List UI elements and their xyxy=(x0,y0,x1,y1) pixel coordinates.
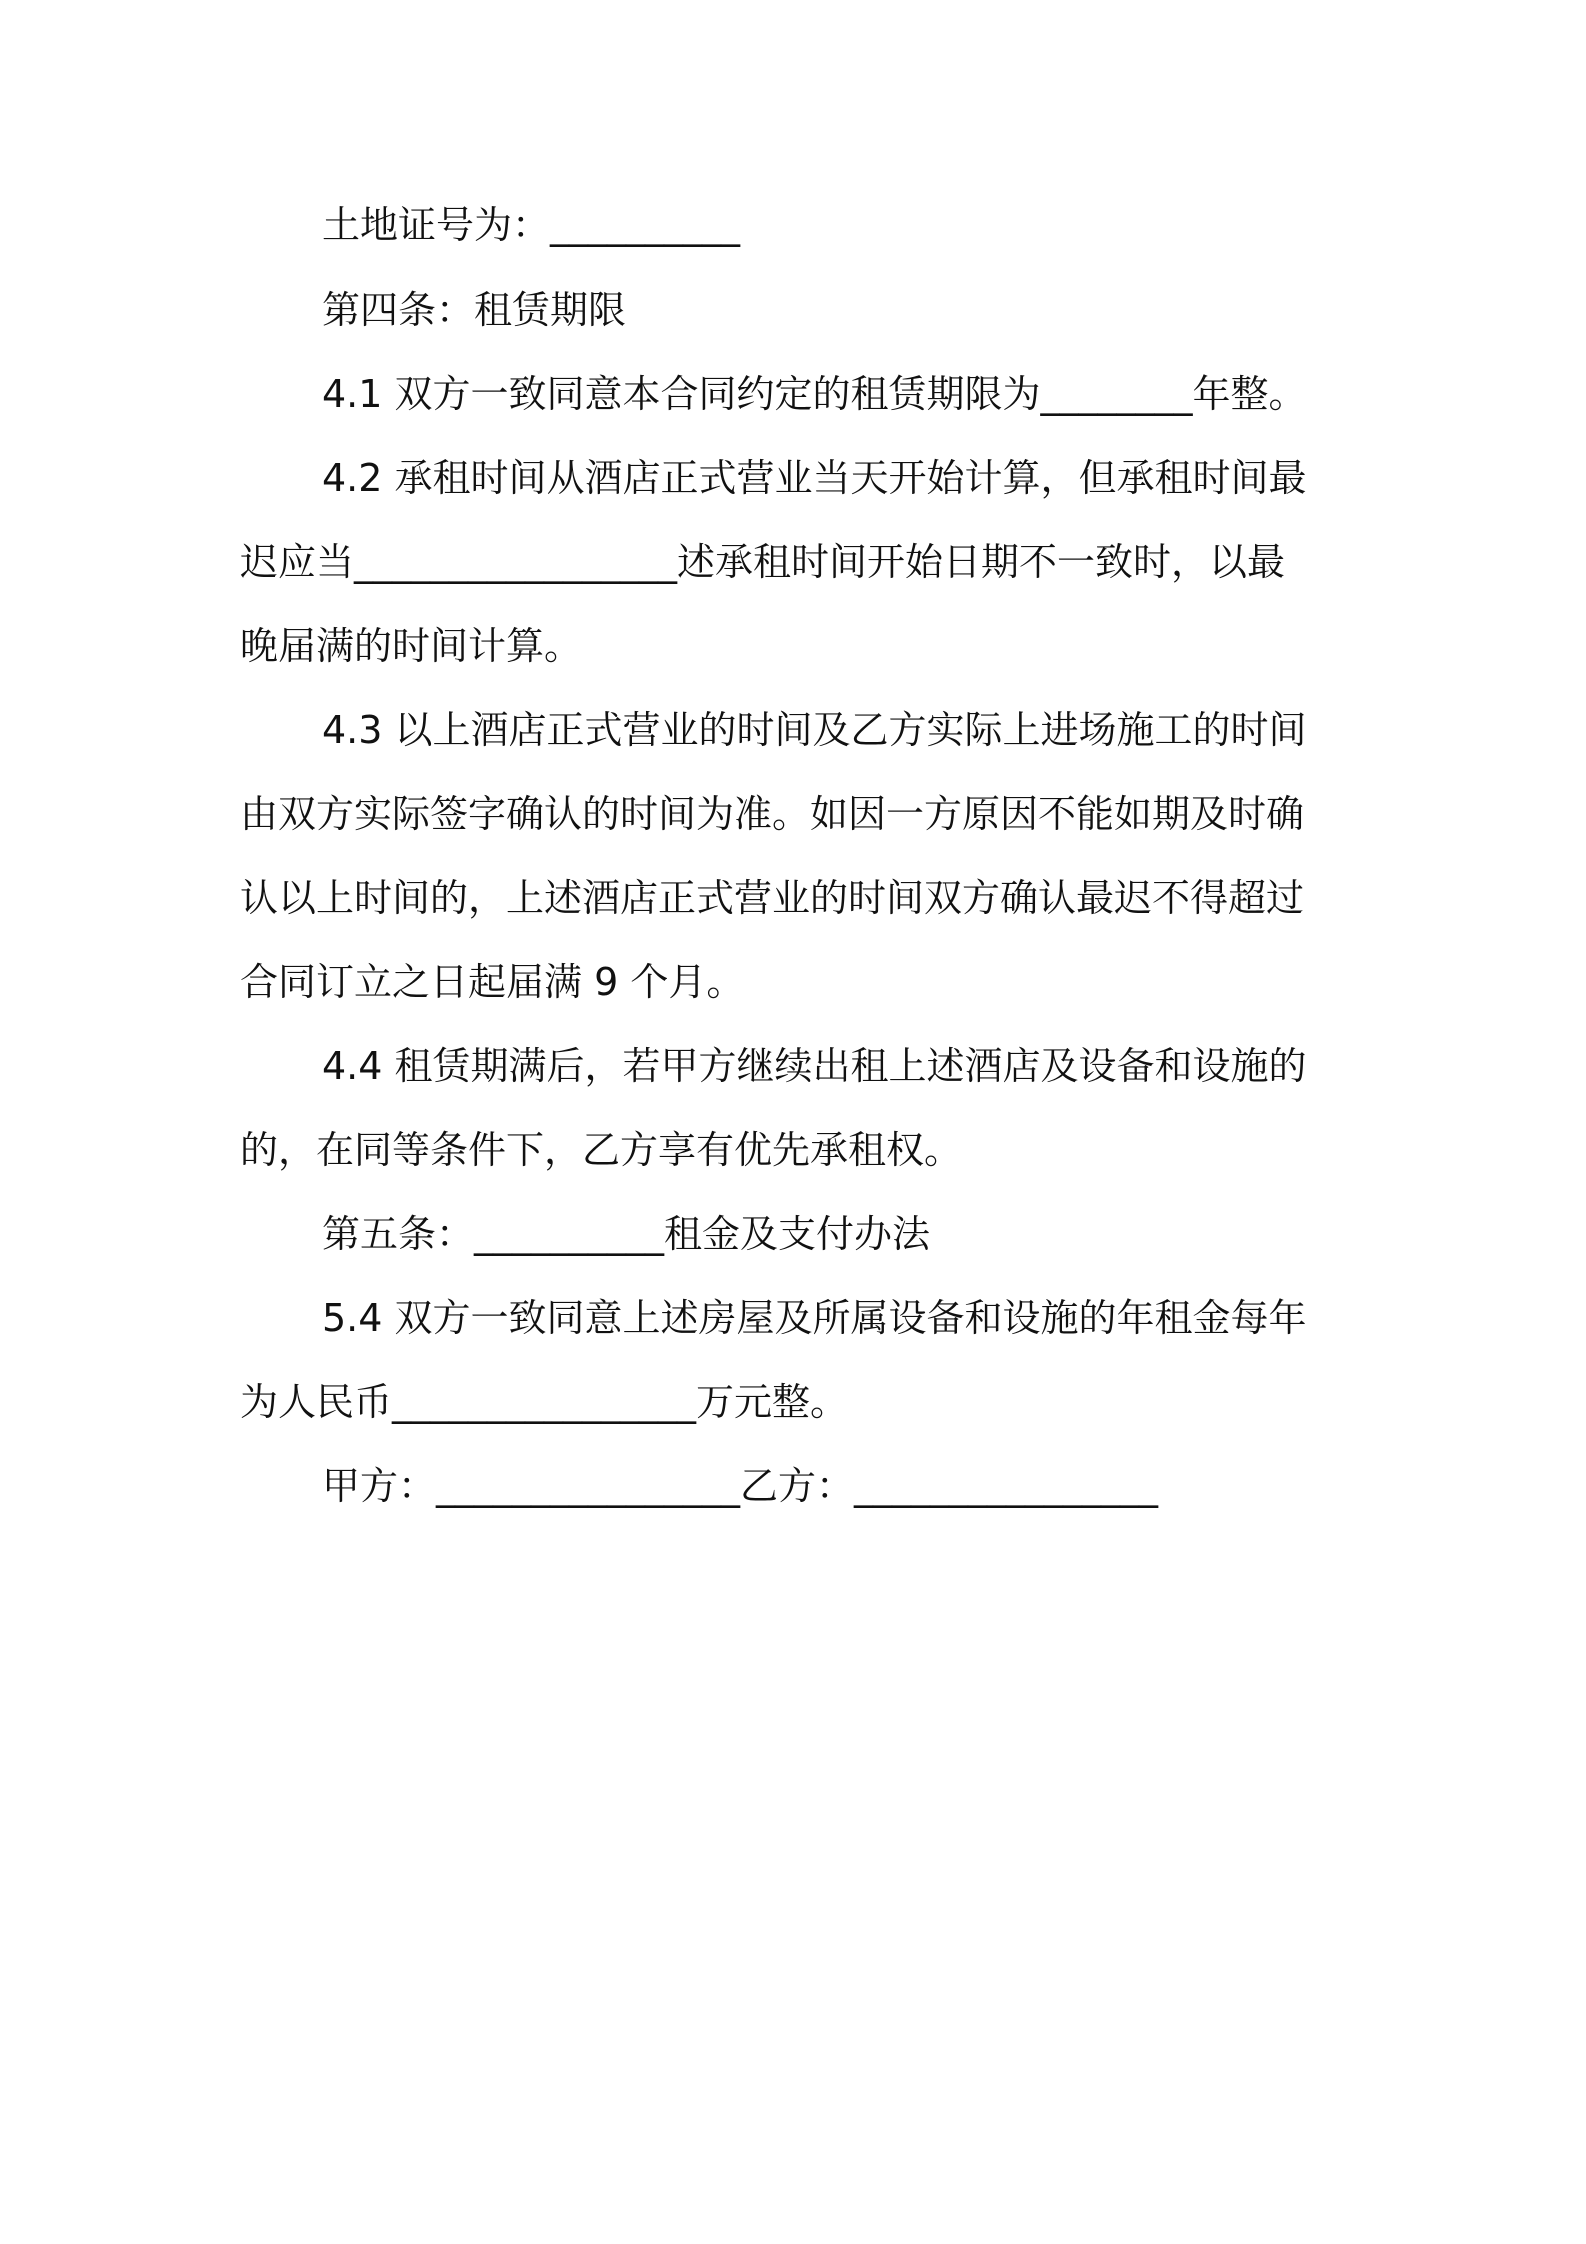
clause-4-3-line-4: 合同订立之日起届满 9 个月。 xyxy=(240,960,745,1004)
article-5-heading: 第五条：__________租金及支付办法 xyxy=(322,1212,931,1256)
article-4-heading: 第四条：租赁期限 xyxy=(322,288,627,332)
clause-4-2-line-3: 晚届满的时间计算。 xyxy=(240,624,583,668)
clause-5-4-line-2: 为人民币________________万元整。 xyxy=(240,1380,849,1424)
clause-4-3-line-3: 认以上时间的，上述酒店正式营业的时间双方确认最迟不得超过 xyxy=(240,876,1305,920)
clause-4-4-line-2: 的，在同等条件下，乙方享有优先承租权。 xyxy=(240,1128,963,1172)
clause-4-1: 4.1 双方一致同意本合同约定的租赁期限为________年整。 xyxy=(322,372,1307,416)
clause-5-4-line-1: 5.4 双方一致同意上述房屋及所属设备和设施的年租金每年 xyxy=(322,1296,1307,1340)
clause-4-3-line-1: 4.3 以上酒店正式营业的时间及乙方实际上进场施工的时间 xyxy=(322,708,1307,752)
clause-4-2-line-1: 4.2 承租时间从酒店正式营业当天开始计算，但承租时间最 xyxy=(322,456,1307,500)
land-certificate-line: 土地证号为：__________ xyxy=(322,203,741,247)
clause-4-4-line-1: 4.4 租赁期满后，若甲方继续出租上述酒店及设备和设施的 xyxy=(322,1044,1307,1088)
clause-4-2-line-2: 迟应当_________________述承租时间开始日期不一致时，以最 xyxy=(240,540,1286,584)
clause-4-3-line-2: 由双方实际签字确认的时间为准。如因一方原因不能如期及时确 xyxy=(240,792,1305,836)
signature-line: 甲方：________________乙方：________________ xyxy=(322,1464,1159,1508)
